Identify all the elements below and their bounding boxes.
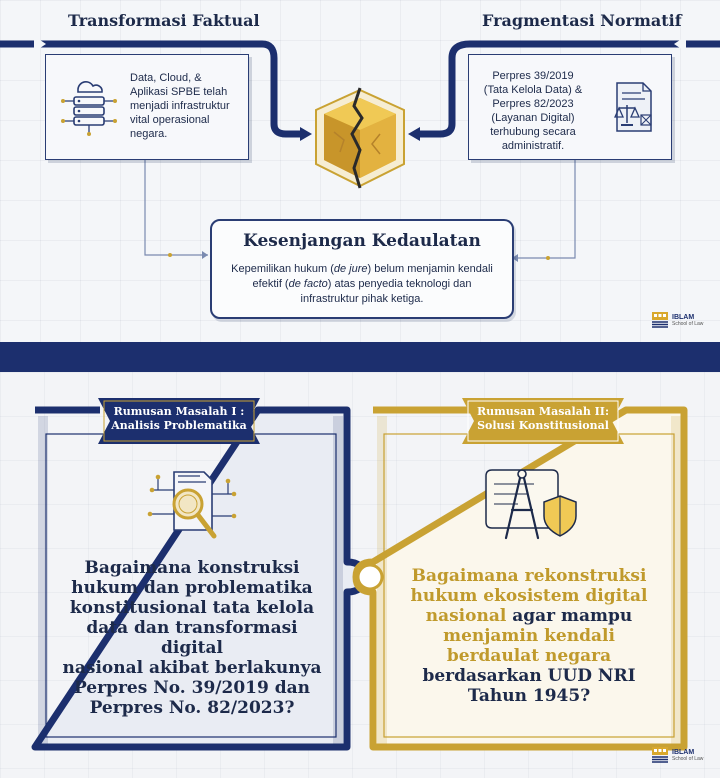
left-ribbon-line2: Analisis Problematika	[111, 419, 247, 432]
right-ribbon	[472, 405, 614, 441]
server-cloud-icon	[56, 73, 122, 139]
right-q-line-3: nasional agar mampu	[425, 606, 633, 626]
left-info-box	[45, 54, 249, 160]
right-q-line-5: berdaulat negara	[446, 646, 612, 666]
magnifier-document-icon	[140, 466, 246, 550]
right-ribbon-line2: Solusi Konstitusional	[477, 419, 609, 432]
sovereignty-gap-box	[210, 219, 514, 319]
problem-question-right	[398, 566, 660, 706]
right-q-line-2: hukum ekosistem digital	[410, 586, 648, 606]
left-q-line-1: Bagaimana konstruksi	[84, 558, 300, 578]
gavel-scale-document-icon	[597, 75, 663, 141]
iblam-logo-name: IBLAM	[672, 313, 695, 321]
iblam-logo-bottom	[651, 746, 703, 764]
right-info-text: Perpres 39/2019 (Tata Kelola Data) & Perpres 82/2023 (Layanan Digital) terhubung secara administratif.	[483, 70, 583, 152]
left-ribbon-line1: Rumusan Masalah I :	[113, 405, 245, 418]
broken-gold-cube-icon	[300, 84, 420, 194]
left-q-line-5: nasional akibat berlakunya	[62, 658, 322, 678]
right-q-line-6: berdasarkan UUD NRI	[422, 666, 636, 686]
right-q-line-1: Bagaimana rekonstruksi	[411, 566, 647, 586]
iblam-logo-subtitle: School of Law	[672, 755, 704, 762]
right-q-line-7: Tahun 1945?	[467, 686, 591, 706]
section-divider	[0, 342, 720, 372]
right-ribbon-line1: Rumusan Masalah II:	[476, 405, 610, 418]
sovereignty-gap-text: Kepemilikan hukum (de jure) belum menjamin kendali efektif (de facto) atas penyedia teknologi dan infrastruktur pihak ketiga.	[231, 263, 493, 305]
left-q-line-6: Perpres No. 39/2019 dan	[73, 678, 311, 698]
iblam-logo-icon	[651, 311, 669, 329]
right-info-box	[468, 54, 672, 160]
left-heading: Transformasi Faktual	[68, 11, 260, 30]
iblam-logo-name: IBLAM	[672, 748, 695, 756]
iblam-logo-top	[651, 311, 703, 329]
compass-blueprint-shield-icon	[482, 464, 588, 548]
left-q-line-4: data dan transformasi digital	[86, 618, 298, 658]
sovereignty-gap-title: Kesenjangan Kedaulatan	[243, 231, 481, 251]
left-q-line-7: Perpres No. 82/2023?	[89, 698, 295, 718]
right-q-line-4: menjamin kendali	[443, 626, 615, 646]
left-ribbon	[108, 405, 250, 441]
left-q-line-3: konstitusional tata kelola	[69, 598, 315, 618]
iblam-logo-icon	[651, 746, 669, 764]
right-heading: Fragmentasi Normatif	[482, 11, 682, 30]
left-q-line-2: hukum dan problematika	[71, 578, 313, 598]
left-info-text: Data, Cloud, & Aplikasi SPBE telah menjadi infrastruktur vital operasional negara.	[130, 72, 230, 140]
problem-question-left	[62, 558, 322, 718]
iblam-logo-subtitle: School of Law	[672, 320, 704, 327]
